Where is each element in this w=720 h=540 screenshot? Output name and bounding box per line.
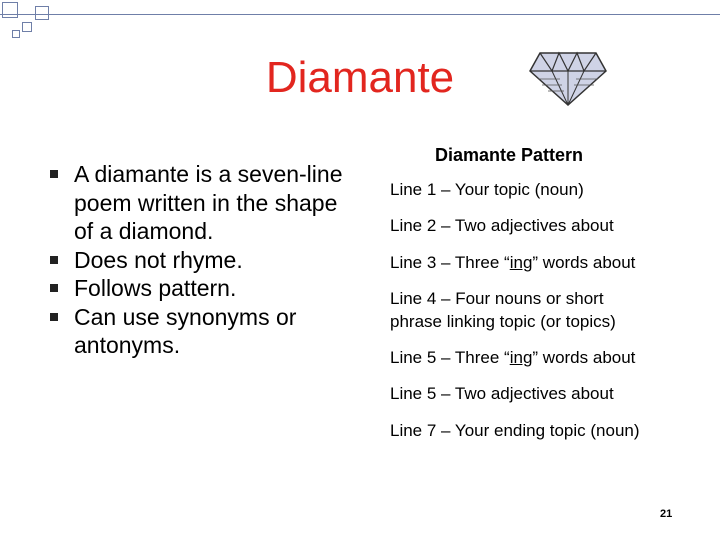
page-number: 21 — [660, 508, 673, 520]
bullet-square-icon — [50, 256, 58, 264]
slide-title: Diamante — [265, 53, 455, 102]
diamond-icon — [528, 51, 608, 107]
pattern-line-1: Line 1 – Your topic (noun) — [390, 180, 584, 199]
pattern-line-3: Line 3 – Three “ing” words about — [390, 253, 636, 272]
bullet-square-icon — [50, 313, 58, 321]
pattern-line-7: Line 7 – Your ending topic (noun) — [390, 421, 640, 440]
bullet-list — [62, 160, 362, 360]
bullet-square-icon — [50, 284, 58, 292]
pattern-line-4: Line 4 – Four nouns or short phrase linking topic (or topics) — [390, 289, 616, 331]
bullet-item: Can use synonyms or antonyms. — [62, 303, 362, 360]
bullet-item: A diamante is a seven-line poem written in the shape of a diamond. — [62, 160, 362, 246]
pattern-heading: Diamante Pattern — [435, 145, 584, 165]
bullet-item: Does not rhyme. — [62, 246, 362, 275]
bullet-item: Follows pattern. — [62, 274, 362, 303]
pattern-line-5: Line 5 – Three “ing” words about — [390, 348, 636, 367]
pattern-line-6: Line 5 – Two adjectives about — [390, 384, 614, 403]
pattern-line-2: Line 2 – Two adjectives about — [390, 216, 614, 235]
bullet-square-icon — [50, 170, 58, 178]
